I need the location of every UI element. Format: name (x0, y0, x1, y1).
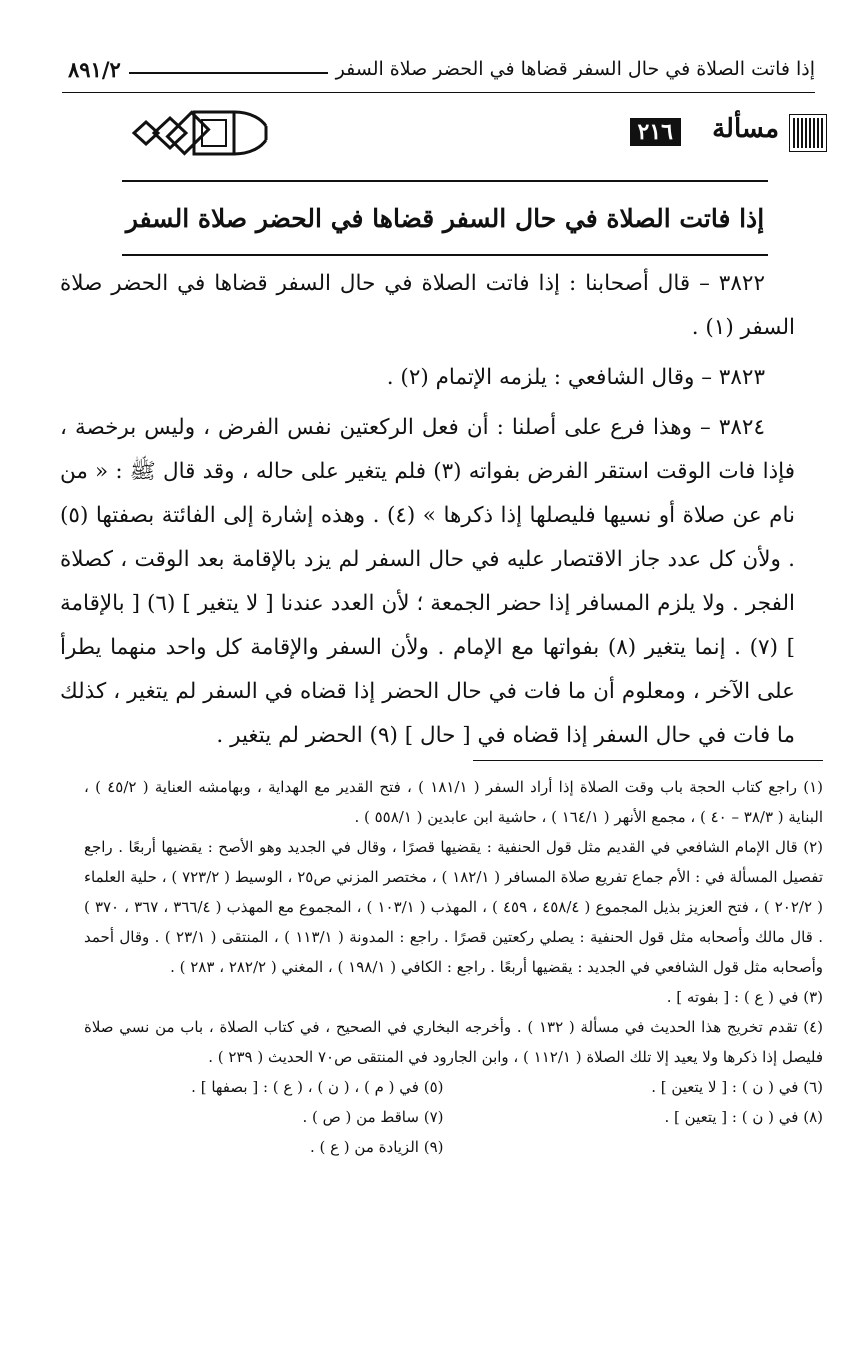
masala-banner (0, 104, 867, 162)
striped-bars-fill (793, 118, 823, 148)
masala-label: مسألة (712, 114, 779, 144)
footnote-grid-spacer (464, 1132, 824, 1162)
paragraph-3824: ٣٨٢٤ – وهذا فرع على أصلنا : أن فعل الركعتين نفس الفرض ، وليس برخصة ، فإذا فات الوقت استقر الفرض بفواته (٣) فلم يتغير على حاله ، وقد قال ﷺ : « من نام عن صلاة أو نسيها فليصلها إذا ذكرها » (٤) . وهذه إشارة إلى الفائتة بصفتها (٥) . ولأن كل عدد جاز الاقتصار عليه في حال السفر لم يزد بالإقامة بعد الوقت ، كصلاة الفجر . ولا يلزم المسافر إذا حضر الجمعة ؛ لأن العدد عندنا [ لا يتغير ] (٦) [ بالإقامة ] (٧) . إنما يتغير (٨) بفواتها مع الإمام . ولأن السفر والإقامة كل واحد منهما يطرأ على الآخر ، ومعلوم أن ما فات في حال الحضر إذا قضاه في السفر لم يتغير ، كذلك ما فات في حال السفر إذا قضاه في [ حال ] (٩) الحضر لم يتغير . (60, 415, 796, 748)
section-title: إذا فاتت الصلاة في حال السفر قضاها في الحضر صلاة السفر (125, 203, 765, 233)
footnote-1: (١) راجع كتاب الحجة باب وقت الصلاة إذا أراد السفر ( ١٨١/١ ) ، فتح القدير مع الهداية ، وبهامشه العناية ( ٤٥/٢ ) ، البناية ( ٣٨/٣ – ٤٠ ) ، مجمع الأنهر ( ١٦٤/١ ) ، حاشية ابن عابدين ( ٥٥٨/١ ) . (84, 778, 823, 826)
masala-number: ٢١٦ (630, 118, 681, 146)
paragraph-3823: ٣٨٢٣ – وقال الشافعي : يلزمه الإتمام (٢) . (386, 365, 765, 390)
footnote-2: (٢) قال الإمام الشافعي في القديم مثل قول الحنفية : يقضيها قصرًا ، وقال في الجديد وهو الأصح : يقضيها أربعًا . راجع تفصيل المسألة في : الأم جماع تفريع صلاة المسافر ( ١٨٢/١ ) ، مختصر المزني ص٢٥ ، الوسيط ( ٧٢٣/٢ ) ، حلية العلماء ( ٢٠٢/٢ ) ، فتح العزيز بذيل المجموع ( ٤٥٨/٤ ، ٤٥٩ ) ، المهذب ( ١٠٣/١ ) ، المجموع مع المهذب ( ٣٦٦/٤ ، ٣٦٧ ، ٣٧٠ ) . قال مالك وأصحابه مثل قول الحنفية : يصلي ركعتين قصرًا . راجع : المدونة ( ١١٣/١ ) ، المنتقى ( ٢٣/١ ) . وقال أحمد وأصحابه مثل قول الشافعي في الجديد : يقضيها أربعًا . راجع : الكافي ( ١٩٨/١ ) ، المغني ( ٢٨٢/٢ ، ٢٨٣ ) . (84, 838, 824, 976)
main-text (60, 262, 795, 764)
footnote-9: (٩) الزيادة من ( ع ) . (309, 1138, 444, 1156)
section-title-box (122, 180, 768, 256)
footnote-7: (٧) ساقط من ( ص ) . (302, 1108, 444, 1126)
footnote-5: (٥) في ( م ) ، ( ن ) ، ( ع ) : [ بصفها ] . (191, 1078, 444, 1096)
footnote-grid (84, 1072, 823, 1162)
footnote-4: (٤) تقدم تخريج هذا الحديث في مسألة ( ١٣٢ ) . وأخرجه البخاري في الصحيح ، في كتاب الصلاة ، باب من نسي صلاة فليصل إذا ذكرها ولا يعيد إلا تلك الصلاة ( ١١٢/١ ) ، وابن الجارود في المنتقى ص٧٠ الحديث ( ٢٣٩ ) . (84, 1018, 824, 1066)
header-rule (62, 92, 815, 93)
paragraph-3822: ٣٨٢٢ – قال أصحابنا : إذا فاتت الصلاة في حال السفر قضاها في الحضر صلاة السفر (١) . (60, 271, 795, 340)
footnote-separator (473, 760, 823, 761)
geometric-ornament-icon (130, 106, 270, 160)
footnotes (84, 772, 823, 1162)
running-header-line (129, 72, 328, 74)
running-header (68, 52, 815, 86)
running-title: إذا فاتت الصلاة في حال السفر قضاها في الحضر صلاة السفر (335, 58, 815, 80)
page-number: ٨٩١/٢ (68, 56, 121, 82)
footnote-3: (٣) في ( ع ) : [ بفوته ] . (666, 988, 823, 1006)
footnote-8: (٨) في ( ن ) : [ يتعين ] . (664, 1108, 823, 1126)
footnote-6: (٦) في ( ن ) : [ لا يتعين ] . (651, 1078, 823, 1096)
